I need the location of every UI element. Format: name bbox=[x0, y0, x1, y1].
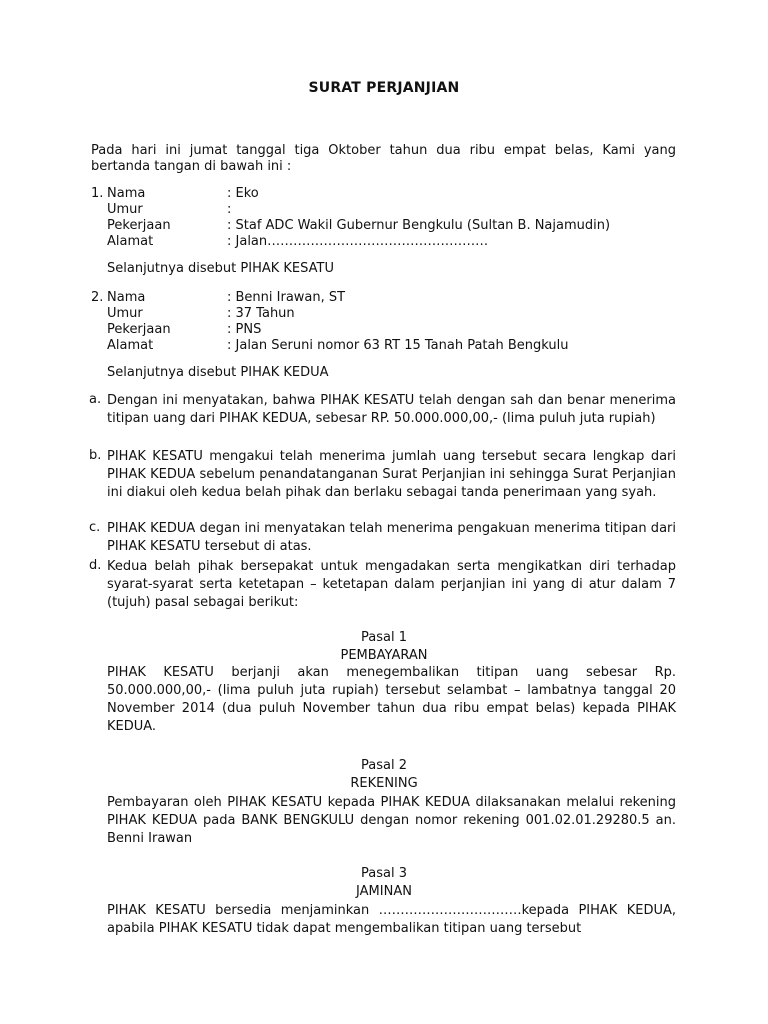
field-label-pekerjaan: Pekerjaan bbox=[107, 218, 171, 233]
field-value-nama: : Eko bbox=[227, 186, 259, 201]
statement-text: PIHAK KESATU mengakui telah menerima jumlah uang tersebut secara lengkap dari PIHAK KEDUA sebelum penandatanganan Surat Perjanjian ini sehingga Surat Perjanjian ini diakui oleh kedua belah pihak dan berlaku sebagai tanda penerimaan yang syah. bbox=[107, 449, 676, 500]
field-value-alamat: : Jalan Seruni nomor 63 RT 15 Tanah Patah Bengkulu bbox=[227, 338, 569, 353]
intro-paragraph: Pada hari ini jumat tanggal tiga Oktober tahun dua ribu empat belas, Kami yang bertanda tangan di bawah ini : bbox=[91, 143, 676, 174]
field-value-pekerjaan: : PNS bbox=[227, 322, 262, 337]
statement-letter: d. bbox=[89, 558, 102, 573]
field-value-nama: : Benni Irawan, ST bbox=[227, 290, 346, 305]
pasal-body: PIHAK KESATU bersedia menjaminkan ……………………………kepada PIHAK KEDUA, apabila PIHAK KESATU tidak dapat mengembalikan titipan uang tersebut bbox=[107, 903, 676, 936]
field-label-nama: Nama bbox=[107, 186, 146, 201]
field-label-alamat: Alamat bbox=[107, 338, 154, 353]
pasal-heading: REKENING bbox=[350, 776, 418, 791]
party-number: 2. bbox=[91, 290, 104, 305]
statement-letter: c. bbox=[89, 520, 101, 535]
field-label-nama: Nama bbox=[107, 290, 146, 305]
party-number: 1. bbox=[91, 186, 104, 201]
field-label-pekerjaan: Pekerjaan bbox=[107, 322, 171, 337]
party-designation: Selanjutnya disebut PIHAK KESATU bbox=[107, 261, 334, 276]
statement-letter: a. bbox=[89, 392, 102, 407]
field-value-umur: : bbox=[227, 202, 232, 217]
field-label-alamat: Alamat bbox=[107, 234, 154, 249]
pasal-heading: PEMBAYARAN bbox=[340, 648, 428, 663]
field-value-pekerjaan: : Staf ADC Wakil Gubernur Bengkulu (Sultan B. Najamudin) bbox=[227, 218, 611, 233]
party-designation: Selanjutnya disebut PIHAK KEDUA bbox=[107, 365, 329, 380]
statement-letter: b. bbox=[89, 448, 102, 463]
pasal-number: Pasal 3 bbox=[361, 866, 407, 881]
statement-text: Kedua belah pihak bersepakat untuk mengadakan serta mengikatkan diri terhadap syarat-syarat serta ketetapan – ketetapan dalam perjanjian ini yang di atur dalam 7 (tujuh) pasal sebagai berikut: bbox=[107, 559, 676, 610]
pasal-number: Pasal 1 bbox=[361, 630, 407, 645]
pasal-heading: JAMINAN bbox=[356, 884, 412, 899]
statement-text: PIHAK KEDUA degan ini menyatakan telah menerima pengakuan menerima titipan dari PIHAK KESATU tersebut di atas. bbox=[107, 521, 676, 554]
pasal-body: Pembayaran oleh PIHAK KESATU kepada PIHAK KEDUA dilaksanakan melalui rekening PIHAK KEDUA pada BANK BENGKULU dengan nomor rekening 001.02.01.29280.5 an. Benni Irawan bbox=[107, 795, 676, 846]
pasal-body: PIHAK KESATU berjanji akan menegembalikan titipan uang sebesar Rp. 50.000.000,00,- (lima puluh juta rupiah) tersebut selambat – lambatnya tanggal 20 November 2014 (dua puluh November tahun dua ribu empat belas) kepada PIHAK KEDUA. bbox=[107, 665, 676, 734]
field-label-umur: Umur bbox=[107, 306, 143, 321]
statement-text: Dengan ini menyatakan, bahwa PIHAK KESATU telah dengan sah dan benar menerima titipan uang dari PIHAK KEDUA, sebesar RP. 50.000.000,00,- (lima puluh juta rupiah) bbox=[107, 393, 676, 426]
pasal-number: Pasal 2 bbox=[361, 758, 407, 773]
field-label-umur: Umur bbox=[107, 202, 143, 217]
field-value-alamat: : Jalan…………………………………………… bbox=[227, 234, 489, 249]
document-title: SURAT PERJANJIAN bbox=[308, 80, 460, 96]
field-value-umur: : 37 Tahun bbox=[227, 306, 295, 321]
